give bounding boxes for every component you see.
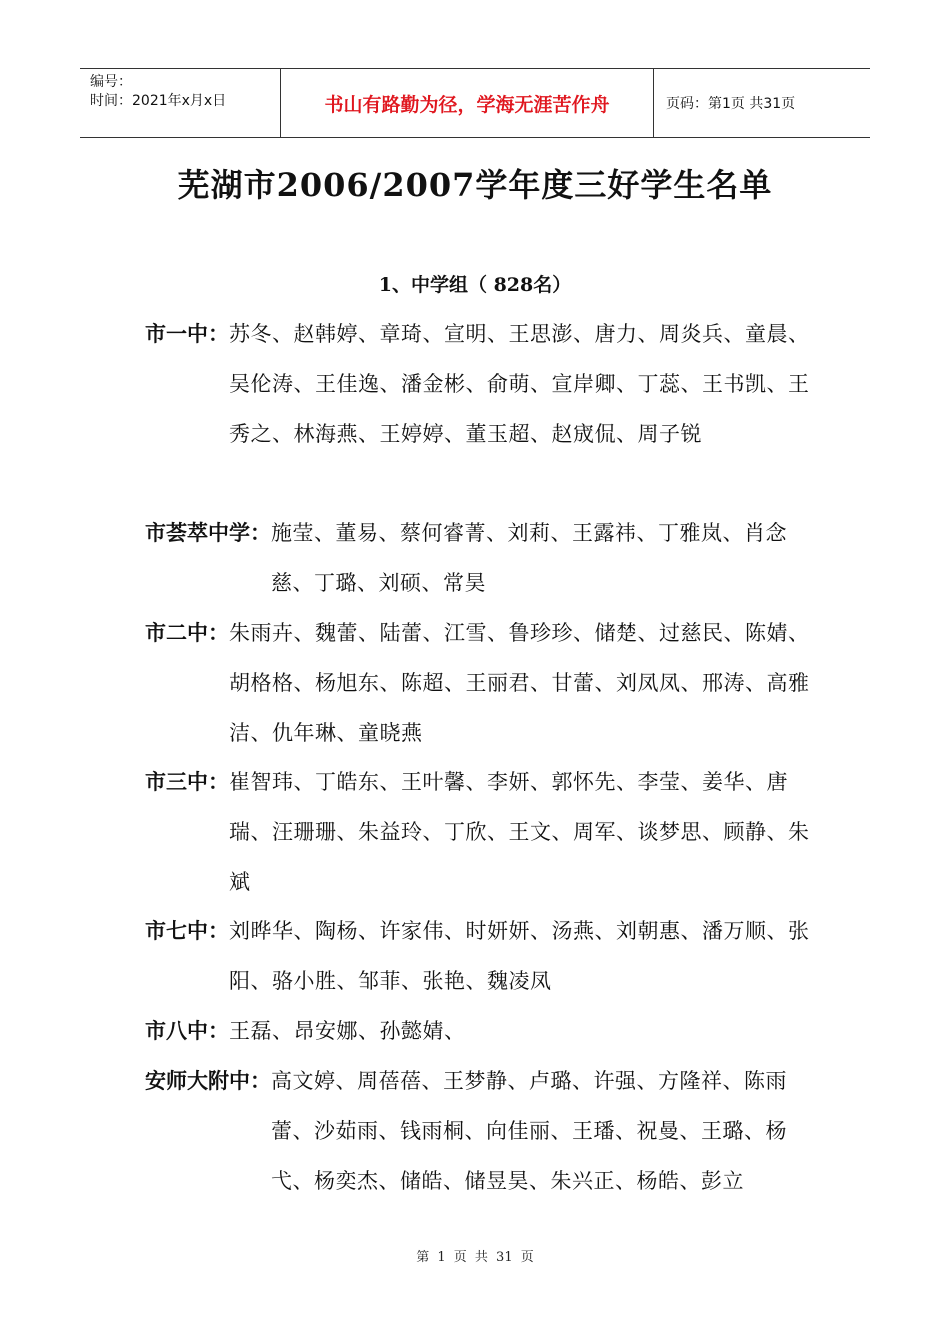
student-names: 王磊、昂安娜、孙懿婧、 — [229, 1019, 466, 1043]
school-label: 市荟萃中学： — [145, 521, 271, 545]
school-label: 市一中： — [145, 322, 229, 346]
school-group-3 — [145, 608, 825, 758]
student-names: 施莹、董易、蔡何睿菁、刘莉、王露祎、丁雅岚、肖念慈、丁璐、刘硕、常昊 — [271, 521, 787, 595]
school-label: 市三中： — [145, 770, 229, 794]
document-header — [80, 68, 870, 138]
student-names: 苏冬、赵韩婷、章琦、宣明、王思澎、唐力、周炎兵、童晨、吴伦涛、王佳逸、潘金彬、俞萌、宣岸卿、丁蕊、王书凯、王秀之、林海燕、王婷婷、董玉超、赵宬侃、周子锐 — [229, 322, 810, 446]
school-label: 市二中： — [145, 621, 229, 645]
school-group-4 — [145, 757, 825, 907]
student-names: 崔智玮、丁皓东、王叶馨、李妍、郭怀先、李莹、姜华、唐瑞、汪珊珊、朱益玲、丁欣、王文、周军、谈梦思、顾静、朱斌 — [229, 770, 810, 894]
section-heading: 1、中学组（ 828名） — [378, 274, 572, 296]
school-group-2 — [145, 508, 825, 608]
school-group-5 — [145, 906, 825, 1006]
number-label: 编号： — [90, 74, 132, 90]
student-names: 刘晔华、陶杨、许家伟、时妍妍、汤燕、刘朝惠、潘万顺、张阳、骆小胜、邹菲、张艳、魏凌凤 — [229, 919, 810, 993]
school-label: 安师大附中： — [145, 1069, 271, 1093]
page-footer: 第 1 页 共 31 页 — [416, 1250, 534, 1265]
school-label: 市八中： — [145, 1019, 229, 1043]
header-page-info: 页码：第1页 共31页 — [666, 96, 796, 112]
school-group-1 — [145, 309, 825, 459]
student-names: 朱雨卉、魏蕾、陆蕾、江雪、鲁珍珍、储楚、过慈民、陈婧、胡格格、杨旭东、陈超、王丽君、甘蕾、刘凤凤、邢涛、高雅洁、仇年琳、童晓燕 — [229, 621, 810, 745]
student-names: 高文婷、周蓓蓓、王梦静、卢璐、许强、方隆祥、陈雨蕾、沙茹雨、钱雨桐、向佳丽、王璠、祝曼、王璐、杨弋、杨奕杰、储皓、储昱昊、朱兴正、杨皓、彭立 — [271, 1069, 787, 1193]
school-label: 市七中： — [145, 919, 229, 943]
header-meta-cell — [80, 69, 281, 137]
time-label: 时间：2021年x月x日 — [90, 93, 227, 109]
school-group-6 — [145, 1006, 825, 1056]
school-group-7 — [145, 1056, 825, 1206]
header-motto: 书山有路勤为径，学海无涯苦作舟 — [281, 69, 654, 137]
page-title: 芜湖市2006/2007学年度三好学生名单 — [177, 166, 773, 204]
